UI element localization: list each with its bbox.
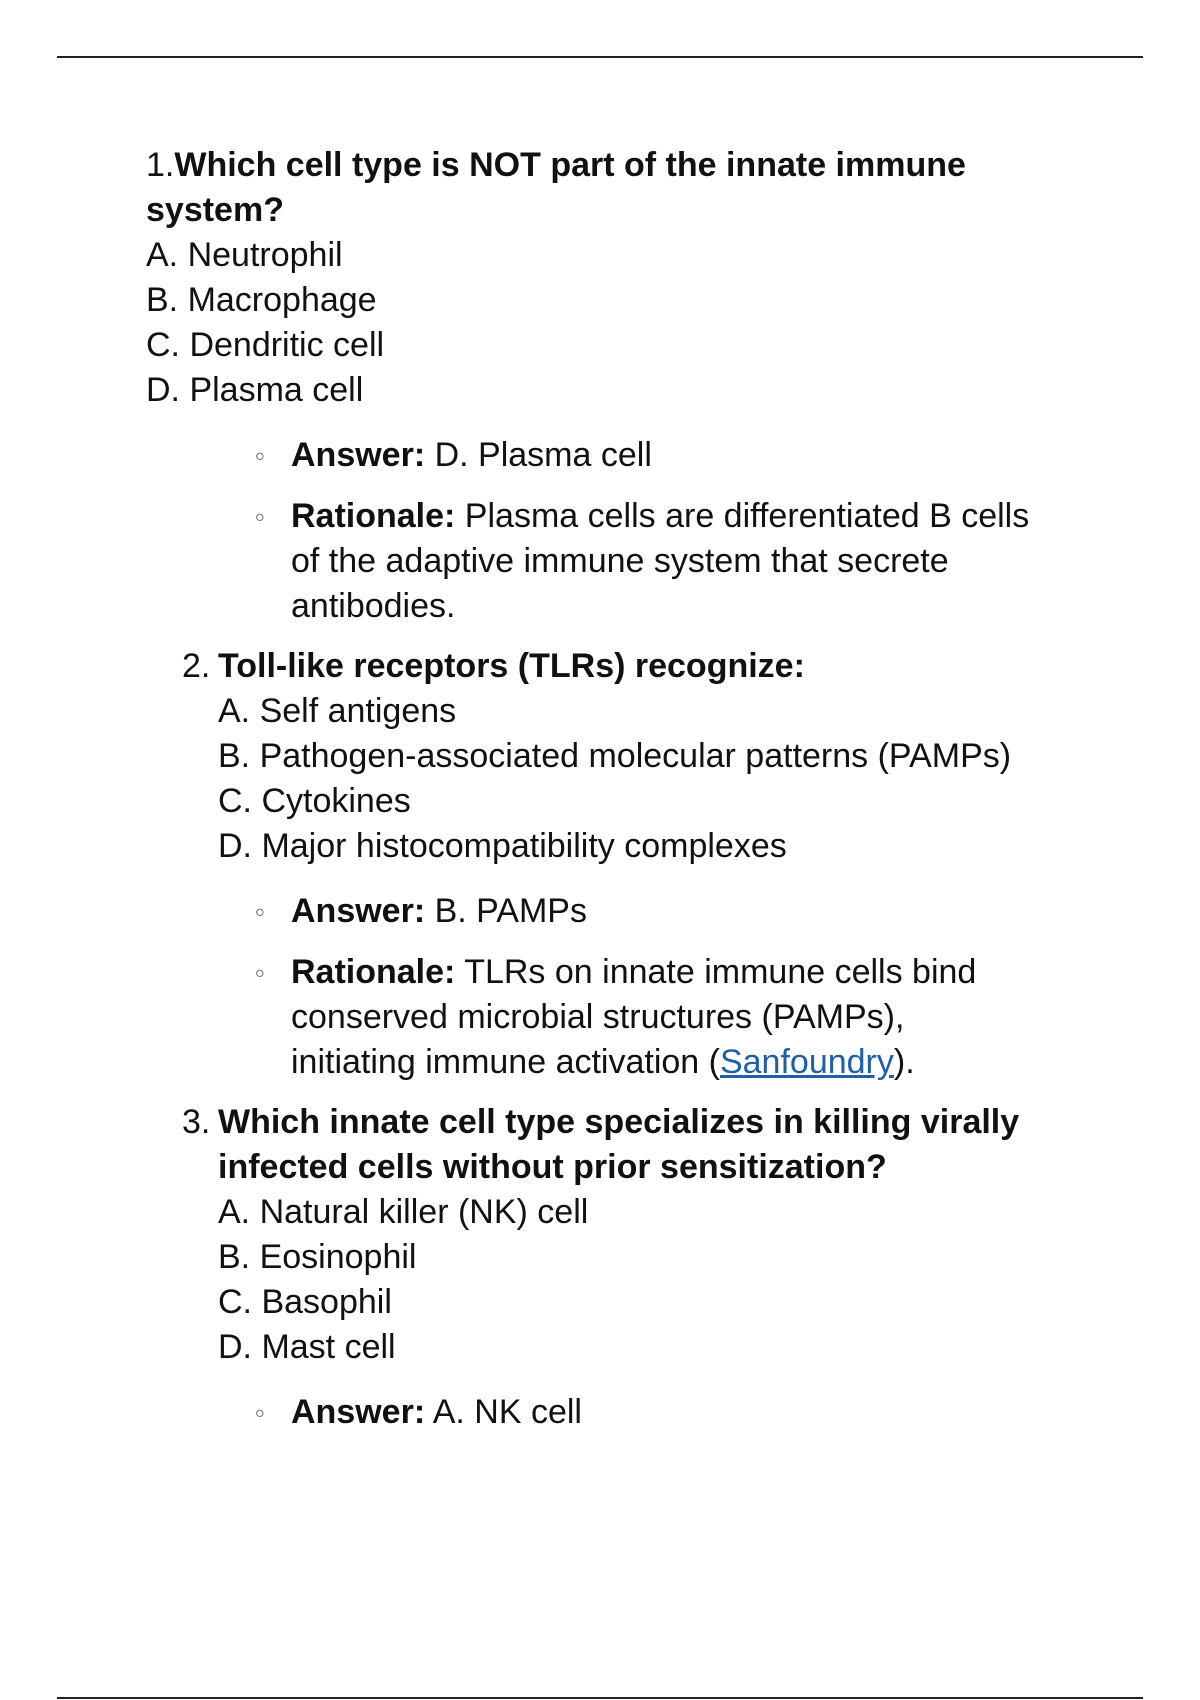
rationale-text-line-2: conserved microbial structures (PAMPs),	[291, 998, 905, 1036]
question-text-line-2: infected cells without prior sensitization?	[218, 1148, 887, 1186]
answer-text: D. Plasma cell	[425, 436, 652, 474]
question-3-title-line-1	[182, 1100, 210, 1145]
answer-text: A. NK cell	[425, 1393, 582, 1431]
question-text-line-1: Which innate cell type specializes in killing virally	[218, 1103, 1020, 1141]
question-2	[182, 644, 1011, 869]
rationale-text-line-2: of the adaptive immune system that secrete	[291, 542, 949, 580]
answer-text: B. PAMPs	[425, 892, 587, 930]
question-text: Toll-like receptors (TLRs) recognize:	[218, 647, 805, 685]
answer-label: Answer:	[291, 436, 426, 474]
option-d: D. Plasma cell	[146, 371, 364, 409]
option-b: B. Eosinophil	[218, 1238, 417, 1276]
hollow-circle-bullet-icon: ○	[255, 448, 265, 465]
question-1-title-line-2: system?	[146, 191, 284, 229]
rationale-text-line-3-post: ).	[893, 1043, 915, 1081]
option-d: D. Mast cell	[218, 1328, 396, 1366]
question-number: 3.	[182, 1103, 211, 1141]
question-1-title-line-1	[146, 143, 966, 188]
rationale-text-line-1: Plasma cells are differentiated B cells	[455, 497, 1030, 535]
option-c: C. Cytokines	[218, 782, 411, 820]
bottom-rule	[57, 1697, 1143, 1699]
question-1	[146, 143, 966, 413]
option-b: B. Pathogen-associated molecular patterns (PAMPs)	[218, 737, 1012, 775]
answer-item	[255, 889, 587, 934]
answer-item	[255, 433, 652, 478]
hollow-circle-bullet-icon: ○	[255, 904, 265, 921]
answer-item	[255, 1390, 582, 1435]
question-number: 2.	[182, 647, 211, 685]
option-a: A. Neutrophil	[146, 236, 343, 274]
rationale-label: Rationale:	[291, 953, 456, 991]
answer-label: Answer:	[291, 892, 426, 930]
question-3	[182, 1100, 1020, 1366]
question-number: 1.	[146, 146, 175, 184]
option-c: C. Dendritic cell	[146, 326, 385, 364]
rationale-text-line-3: antibodies.	[291, 587, 456, 625]
option-d: D. Major histocompatibility complexes	[218, 827, 787, 865]
answer-label: Answer:	[291, 1393, 426, 1431]
question-text: Which cell type is NOT part of the innate immune	[174, 146, 966, 184]
hollow-circle-bullet-icon: ○	[255, 965, 265, 982]
sanfoundry-link[interactable]: Sanfoundry	[719, 1043, 894, 1081]
rationale-label: Rationale:	[291, 497, 456, 535]
rationale-text-line-3-pre: initiating immune activation (	[291, 1043, 720, 1081]
rationale-text-line-3	[291, 1040, 976, 1085]
option-b: B. Macrophage	[146, 281, 377, 319]
hollow-circle-bullet-icon: ○	[255, 509, 265, 526]
option-a: A. Self antigens	[218, 692, 457, 730]
option-a: A. Natural killer (NK) cell	[218, 1193, 589, 1231]
top-rule	[57, 56, 1143, 58]
hollow-circle-bullet-icon: ○	[255, 1405, 265, 1422]
rationale-item	[255, 494, 1029, 629]
option-c: C. Basophil	[218, 1283, 392, 1321]
rationale-text-line-1: TLRs on innate immune cells bind	[455, 953, 977, 991]
rationale-item	[255, 950, 976, 1085]
